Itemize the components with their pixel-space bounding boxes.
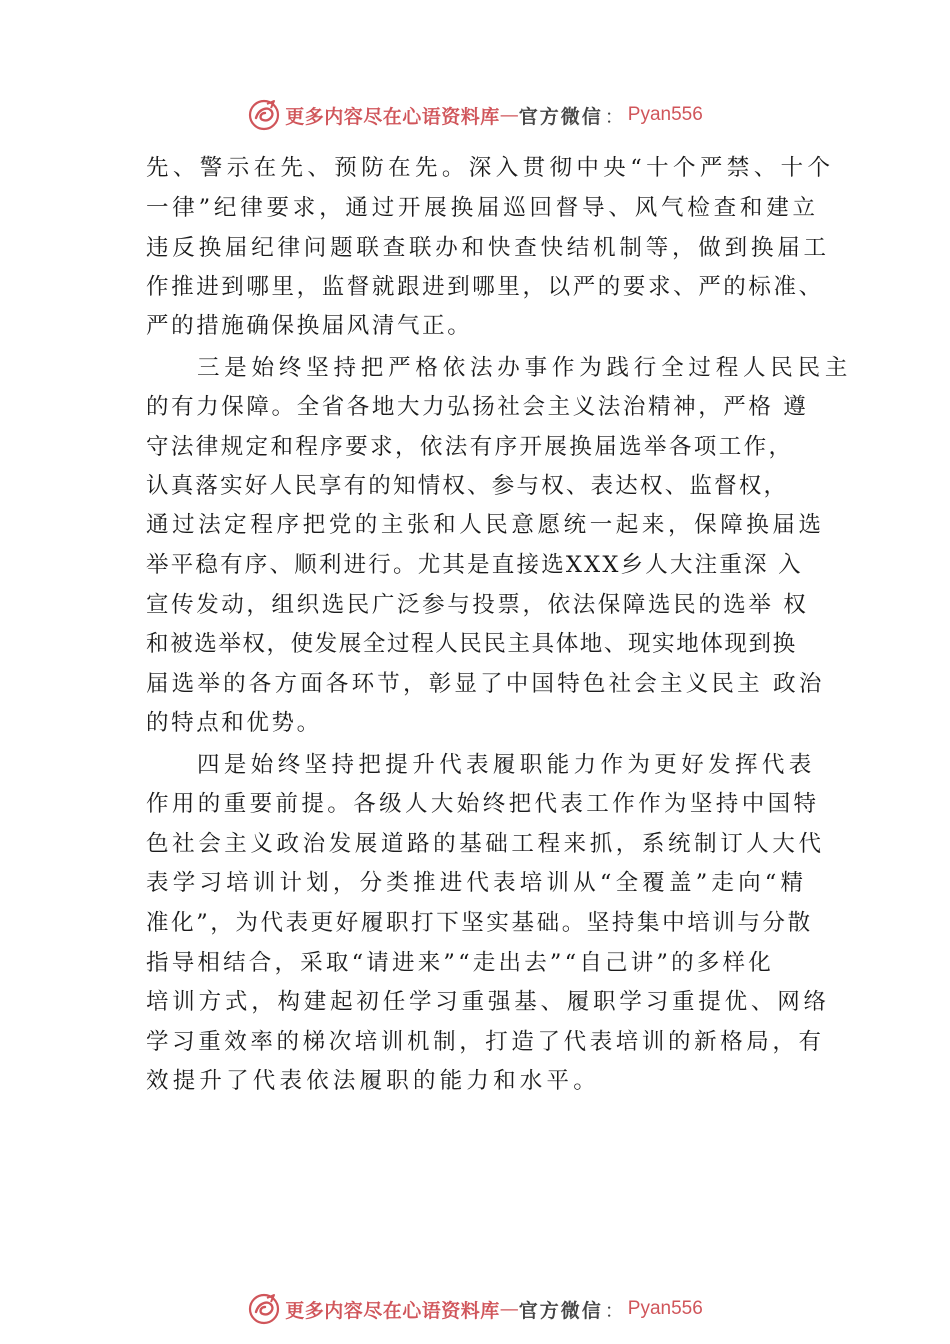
paragraph-start-line: 三是始终坚持把严格依法办事作为践行全过程人民民主 — [197, 355, 853, 381]
footer-watermark — [0, 1289, 950, 1329]
watermark-wechat-id: Pyan556 — [627, 1298, 703, 1319]
text-line: 的有力保障。全省各地大力弘扬社会主义法治精神，严格 遵 — [146, 394, 809, 420]
text-line: 色社会主义政治发展道路的基础工程来抓，系统制订人大代 — [146, 831, 825, 857]
watermark-colon: ： — [604, 105, 624, 128]
text-line: 举平稳有序、顺利进行。尤其是直接选XXX乡人大注重深 入 — [146, 552, 803, 578]
text-line: 准化”，为代表更好履职打下坚实基础。坚持集中培训与分散 — [146, 910, 813, 936]
watermark-separator: — — [499, 1298, 519, 1320]
watermark-wechat-label: 官方微信 — [518, 105, 603, 128]
text-line: 指导相结合，采取“请进来”“走出去”“自己讲”的多样化 — [146, 950, 774, 976]
text-line: 一律”纪律要求，通过开展换届巡回督导、风气检查和建立 — [146, 195, 819, 221]
text-line: 作用的重要前提。各级人大始终把代表工作作为坚持中国特 — [146, 791, 820, 817]
text-line: 的特点和优势。 — [146, 710, 322, 736]
text-line: 表学习培训计划，分类推进代表培训从“全覆盖”走向“精 — [146, 870, 808, 896]
text-line: 先、警示在先、预防在先。深入贯彻中央“十个严禁、十个 — [146, 155, 835, 181]
watermark-wechat-label: 官方微信 — [518, 1299, 603, 1322]
watermark-wechat-id: Pyan556 — [627, 104, 703, 125]
watermark-colon: ： — [604, 1299, 624, 1322]
watermark-separator: — — [499, 104, 519, 126]
text-line: 严的措施确保换届风清气正。 — [146, 313, 473, 339]
text-line: 培训方式，构建起初任学习重强基、履职学习重提优、网络 — [146, 989, 830, 1015]
swirl-logo-icon — [247, 1292, 281, 1326]
text-line: 宣传发动，组织选民广泛参与投票，依法保障选民的选举 权 — [146, 592, 809, 618]
text-line: 守法律规定和程序要求，依法有序开展换届选举各项工作， — [146, 434, 794, 460]
text-line: 效提升了代表依法履职的能力和水平。 — [146, 1068, 600, 1094]
text-line: 作推进到哪里，监督就跟进到哪里，以严的要求、严的标准、 — [146, 274, 824, 300]
text-line: 认真落实好人民享有的知情权、参与权、表达权、监督权， — [146, 473, 789, 499]
text-line: 届选举的各方面各环节，彰显了中国特色社会主义民主 政治 — [146, 671, 825, 697]
text-line: 违反换届纪律问题联查联办和快查快结机制等，做到换届工 — [146, 235, 830, 261]
text-line: 通过法定程序把党的主张和人民意愿统一起来，保障换届选 — [146, 512, 825, 538]
header-watermark — [0, 95, 950, 135]
paragraph-start-line: 四是始终坚持把提升代表履职能力作为更好发挥代表 — [197, 752, 816, 778]
text-line: 和被选举权，使发展全过程人民民主具体地、现实地体现到换 — [146, 631, 797, 657]
text-line: 学习重效率的梯次培训机制，打造了代表培训的新格局，有 — [146, 1029, 825, 1055]
swirl-logo-icon — [247, 98, 281, 132]
watermark-title: 更多内容尽在心语资料库 — [285, 105, 500, 128]
watermark-title: 更多内容尽在心语资料库 — [285, 1299, 500, 1322]
